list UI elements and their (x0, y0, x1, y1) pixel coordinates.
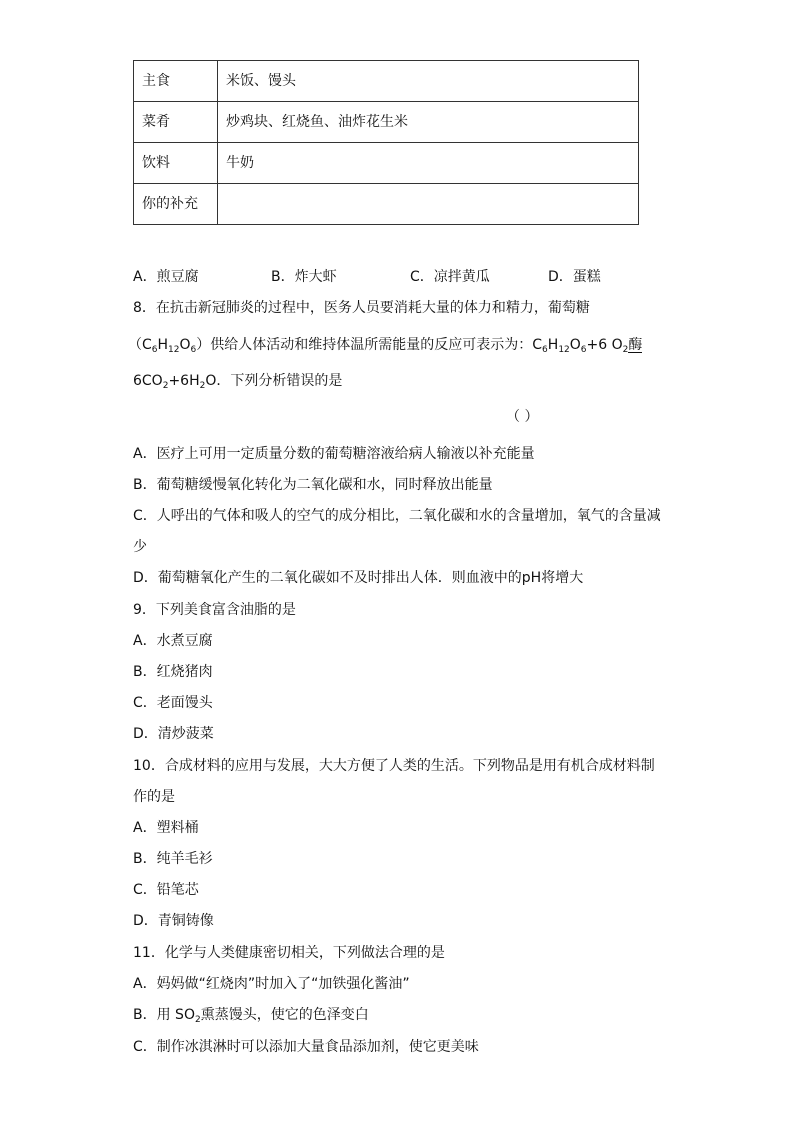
table-row (134, 102, 639, 143)
q8-stem-line1: 8．在抗击新冠肺炎的过程中，医务人员要消耗大量的体力和精力，葡萄糖 (133, 300, 590, 316)
q11-stem: 11．化学与人类健康密切相关，下列做法合理的是 (133, 945, 445, 961)
q8-option-c: C．人呼出的气体和吸人的空气的成分相比，二氧化碳和水的含量增加，氧气的含量减 (133, 508, 661, 524)
q10-option-a: A．塑料桶 (133, 820, 199, 836)
table-row (134, 143, 639, 184)
q11-option-b: B．用 $SO_2$熏蒸馒头，使它的色泽变白 (133, 1007, 369, 1025)
q10-stem-line2: 作的是 (133, 789, 175, 805)
q10-option-b: B．纯羊毛衫 (133, 851, 213, 867)
q10-option-c: C．铅笔芯 (133, 882, 199, 898)
q7-option-c: C．凉拌黄瓜 (410, 269, 490, 285)
q8-answer-bracket: （ ） (506, 409, 539, 425)
q7-option-d: D．蛋糕 (548, 269, 601, 285)
q8-stem-line2: $(C_6H_{12}O_6)$供给人体活动和维持体温所需能量的反应可表示为：$C_6H_{12}O_6+6$ $O_2$酶 (128, 337, 643, 355)
q11-option-c: C．制作冰淇淋时可以添加大量食品添加剂，使它更美味 (133, 1039, 479, 1055)
q8-option-d: D．葡萄糖氧化产生的二氧化碳如不及时排出人体．则血液中的pH将增大 (133, 570, 584, 586)
table-cell-key: 饮料 (134, 143, 218, 184)
q10-stem-line1: 10．合成材料的应用与发展，大大方便了人类的生活。下列物品是用有机合成材料制 (133, 758, 655, 774)
table-row (134, 184, 639, 225)
q11-option-a: A．妈妈做“红烧肉”时加入了“加铁强化酱油” (133, 976, 410, 992)
q10-option-d: D．青铜铸像 (133, 913, 214, 929)
table-cell-value: 牛奶 (218, 143, 639, 184)
table-cell-key: 菜肴 (134, 102, 218, 143)
q8-stem-line3: $6CO_2+6H_2O$．下列分析错误的是 (133, 373, 343, 391)
q7-option-b: B．炸大虾 (271, 269, 337, 285)
q9-option-b: B．红烧猪肉 (133, 664, 213, 680)
q7-option-a: A．煎豆腐 (133, 269, 199, 285)
table-row (134, 61, 639, 102)
table-cell-value (218, 184, 639, 225)
q9-option-a: A．水煮豆腐 (133, 633, 213, 649)
table-cell-key: 你的补充 (134, 184, 218, 225)
q9-option-d: D．清炒菠菜 (133, 726, 214, 742)
q9-option-c: C．老面馒头 (133, 695, 213, 711)
table-cell-value: 炒鸡块、红烧鱼、油炸花生米 (218, 102, 639, 143)
q8-option-c-cont: 少 (133, 539, 147, 555)
q8-option-b: B．葡萄糖缓慢氧化转化为二氧化碳和水，同时释放出能量 (133, 477, 493, 493)
q8-option-a: A．医疗上可用一定质量分数的葡萄糖溶液给病人输液以补充能量 (133, 446, 535, 462)
table-cell-key: 主食 (134, 61, 218, 102)
menu-table (133, 60, 639, 225)
q9-stem: 9．下列美食富含油脂的是 (133, 602, 296, 618)
table-cell-value: 米饭、馒头 (218, 61, 639, 102)
enzyme-arrow-label: 酶 (628, 337, 643, 353)
